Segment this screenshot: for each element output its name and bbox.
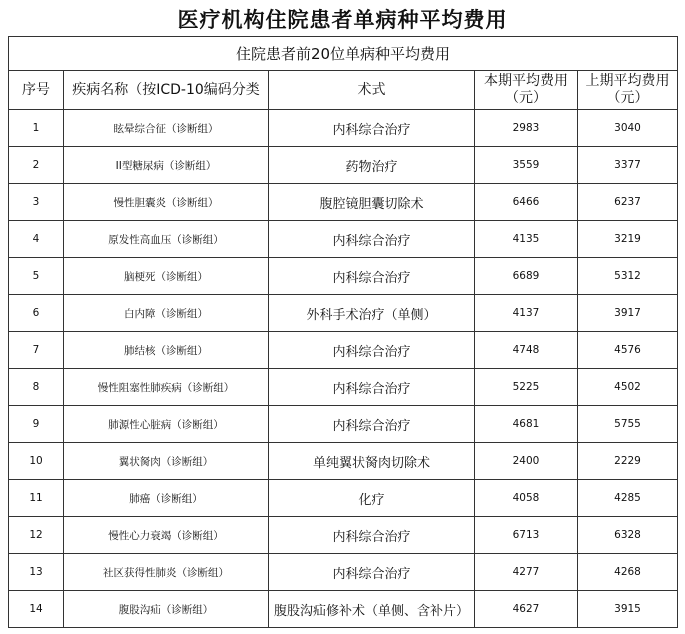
row-procedure: 化疗 (269, 480, 475, 517)
row-current-cost: 4627 (475, 591, 578, 628)
row-disease: 眩晕综合征（诊断组） (64, 110, 269, 147)
row-previous-cost: 3377 (578, 147, 678, 184)
table-row (9, 295, 678, 332)
table-row (9, 406, 678, 443)
row-seq: 10 (9, 443, 64, 480)
row-previous-cost: 6237 (578, 184, 678, 221)
row-disease: II型糖尿病（诊断组） (64, 147, 269, 184)
row-seq: 11 (9, 480, 64, 517)
row-procedure: 内科综合治疗 (269, 554, 475, 591)
row-procedure: 单纯翼状胬肉切除术 (269, 443, 475, 480)
row-current-cost: 4681 (475, 406, 578, 443)
table-row (9, 517, 678, 554)
row-seq: 6 (9, 295, 64, 332)
table-row (9, 110, 678, 147)
header-procedure: 术式 (269, 71, 475, 110)
table-caption: 住院患者前20位单病种平均费用 (9, 37, 678, 71)
row-current-cost: 6713 (475, 517, 578, 554)
table-row (9, 332, 678, 369)
row-previous-cost: 3915 (578, 591, 678, 628)
row-current-cost: 5225 (475, 369, 578, 406)
row-procedure: 内科综合治疗 (269, 332, 475, 369)
row-current-cost: 3559 (475, 147, 578, 184)
header-current-cost: 本期平均费用（元） (475, 71, 578, 110)
row-procedure: 内科综合治疗 (269, 110, 475, 147)
row-current-cost: 6689 (475, 258, 578, 295)
row-procedure: 内科综合治疗 (269, 369, 475, 406)
row-disease: 原发性高血压（诊断组） (64, 221, 269, 258)
row-current-cost: 6466 (475, 184, 578, 221)
row-seq: 3 (9, 184, 64, 221)
row-seq: 13 (9, 554, 64, 591)
header-seq: 序号 (9, 71, 64, 110)
row-procedure: 内科综合治疗 (269, 517, 475, 554)
row-disease: 白内障（诊断组） (64, 295, 269, 332)
page-title: 医疗机构住院患者单病种平均费用 (177, 7, 508, 32)
row-previous-cost: 2229 (578, 443, 678, 480)
row-disease: 翼状胬肉（诊断组） (64, 443, 269, 480)
row-procedure: 内科综合治疗 (269, 258, 475, 295)
row-previous-cost: 5312 (578, 258, 678, 295)
row-procedure: 药物治疗 (269, 147, 475, 184)
header-disease: 疾病名称（按ICD-10编码分类 (64, 71, 269, 110)
row-seq: 1 (9, 110, 64, 147)
row-current-cost: 4135 (475, 221, 578, 258)
table-row (9, 184, 678, 221)
table-row (9, 591, 678, 628)
row-disease: 腹股沟疝（诊断组） (64, 591, 269, 628)
table-row (9, 369, 678, 406)
row-disease: 肺源性心脏病（诊断组） (64, 406, 269, 443)
row-seq: 2 (9, 147, 64, 184)
table-row (9, 258, 678, 295)
table-row (9, 443, 678, 480)
row-disease: 脑梗死（诊断组） (64, 258, 269, 295)
row-previous-cost: 5755 (578, 406, 678, 443)
row-seq: 4 (9, 221, 64, 258)
row-current-cost: 2400 (475, 443, 578, 480)
row-current-cost: 2983 (475, 110, 578, 147)
row-disease: 慢性阻塞性肺疾病（诊断组） (64, 369, 269, 406)
row-disease: 慢性胆囊炎（诊断组） (64, 184, 269, 221)
row-previous-cost: 3917 (578, 295, 678, 332)
row-current-cost: 4748 (475, 332, 578, 369)
row-current-cost: 4277 (475, 554, 578, 591)
row-disease: 肺结核（诊断组） (64, 332, 269, 369)
row-seq: 9 (9, 406, 64, 443)
row-previous-cost: 4576 (578, 332, 678, 369)
row-disease: 慢性心力衰竭（诊断组） (64, 517, 269, 554)
row-seq: 14 (9, 591, 64, 628)
row-previous-cost: 6328 (578, 517, 678, 554)
row-previous-cost: 3219 (578, 221, 678, 258)
row-seq: 8 (9, 369, 64, 406)
row-seq: 7 (9, 332, 64, 369)
cost-table (8, 36, 678, 628)
table-row (9, 221, 678, 258)
row-previous-cost: 4502 (578, 369, 678, 406)
table-row (9, 554, 678, 591)
row-procedure: 腹股沟疝修补术（单侧、含补片） (269, 591, 475, 628)
row-disease: 社区获得性肺炎（诊断组） (64, 554, 269, 591)
row-previous-cost: 4268 (578, 554, 678, 591)
table-row (9, 480, 678, 517)
row-procedure: 内科综合治疗 (269, 221, 475, 258)
row-disease: 肺癌（诊断组） (64, 480, 269, 517)
row-previous-cost: 4285 (578, 480, 678, 517)
row-procedure: 腹腔镜胆囊切除术 (269, 184, 475, 221)
row-current-cost: 4058 (475, 480, 578, 517)
row-previous-cost: 3040 (578, 110, 678, 147)
row-seq: 5 (9, 258, 64, 295)
row-procedure: 内科综合治疗 (269, 406, 475, 443)
header-previous-cost: 上期平均费用（元） (578, 71, 678, 110)
row-seq: 12 (9, 517, 64, 554)
table-row (9, 147, 678, 184)
row-current-cost: 4137 (475, 295, 578, 332)
row-procedure: 外科手术治疗（单侧） (269, 295, 475, 332)
